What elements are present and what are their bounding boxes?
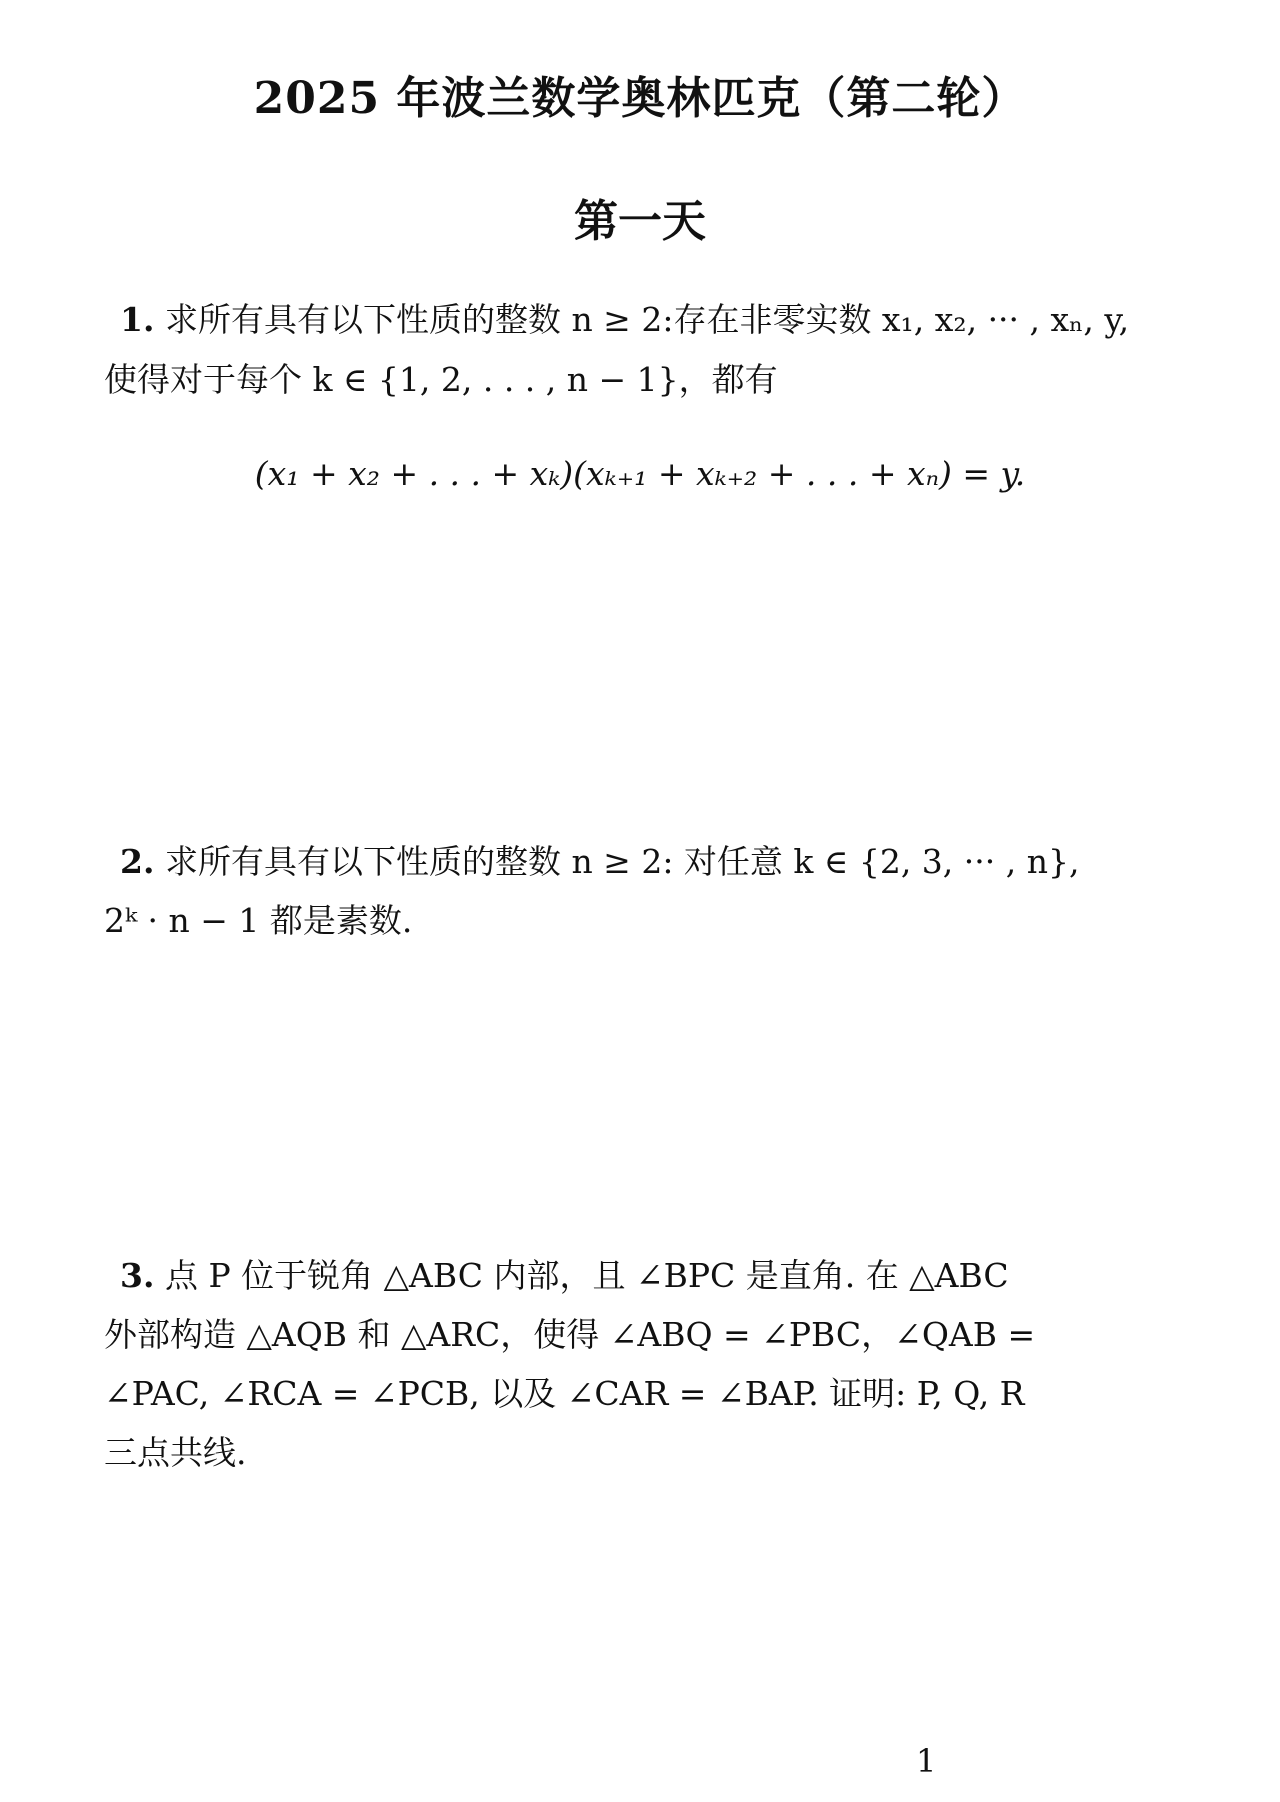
problem-2-text-1: 求所有具有以下性质的整数 n ≥ 2: 对任意 k ∈ {2, 3, ··· , n}, <box>164 842 1080 881</box>
problem-1-display-equation: (x₁ + x₂ + . . . + xₖ)(xₖ₊₁ + xₖ₊₂ + . . . + xₙ) = y. <box>254 454 1026 493</box>
problem-1-line-1 <box>120 298 1129 342</box>
problem-3-line-1 <box>120 1254 1009 1298</box>
problem-2-number: 2. <box>120 842 155 881</box>
problem-1-text-1: 求所有具有以下性质的整数 n ≥ 2:存在非零实数 x₁, x₂, ··· , xₙ, y, <box>164 300 1130 339</box>
problem-3-line-3: ∠PAC, ∠RCA = ∠PCB, 以及 ∠CAR = ∠BAP. 证明: P, Q, R <box>104 1374 1025 1413</box>
section-title-day-one: 第一天 <box>574 196 706 247</box>
document-title: 2025 年波兰数学奥林匹克（第二轮） <box>253 73 1027 124</box>
problem-3-line-2: 外部构造 △AQB 和 △ARC，使得 ∠ABQ = ∠PBC，∠QAB = <box>104 1315 1036 1354</box>
problem-1-line-2: 使得对于每个 k ∈ {1, 2, . . . , n − 1}，都有 <box>104 360 778 399</box>
problem-2-line-2: 2ᵏ · n − 1 都是素数. <box>104 901 413 940</box>
problem-2-line-1 <box>120 840 1079 884</box>
problem-3-text-1: 点 P 位于锐角 △ABC 内部，且 ∠BPC 是直角. 在 △ABC <box>164 1256 1009 1295</box>
problem-1-number: 1. <box>120 300 155 339</box>
problem-3-number: 3. <box>120 1256 155 1295</box>
problem-3-line-4: 三点共线. <box>104 1433 247 1472</box>
page-number: 1 <box>916 1742 937 1780</box>
